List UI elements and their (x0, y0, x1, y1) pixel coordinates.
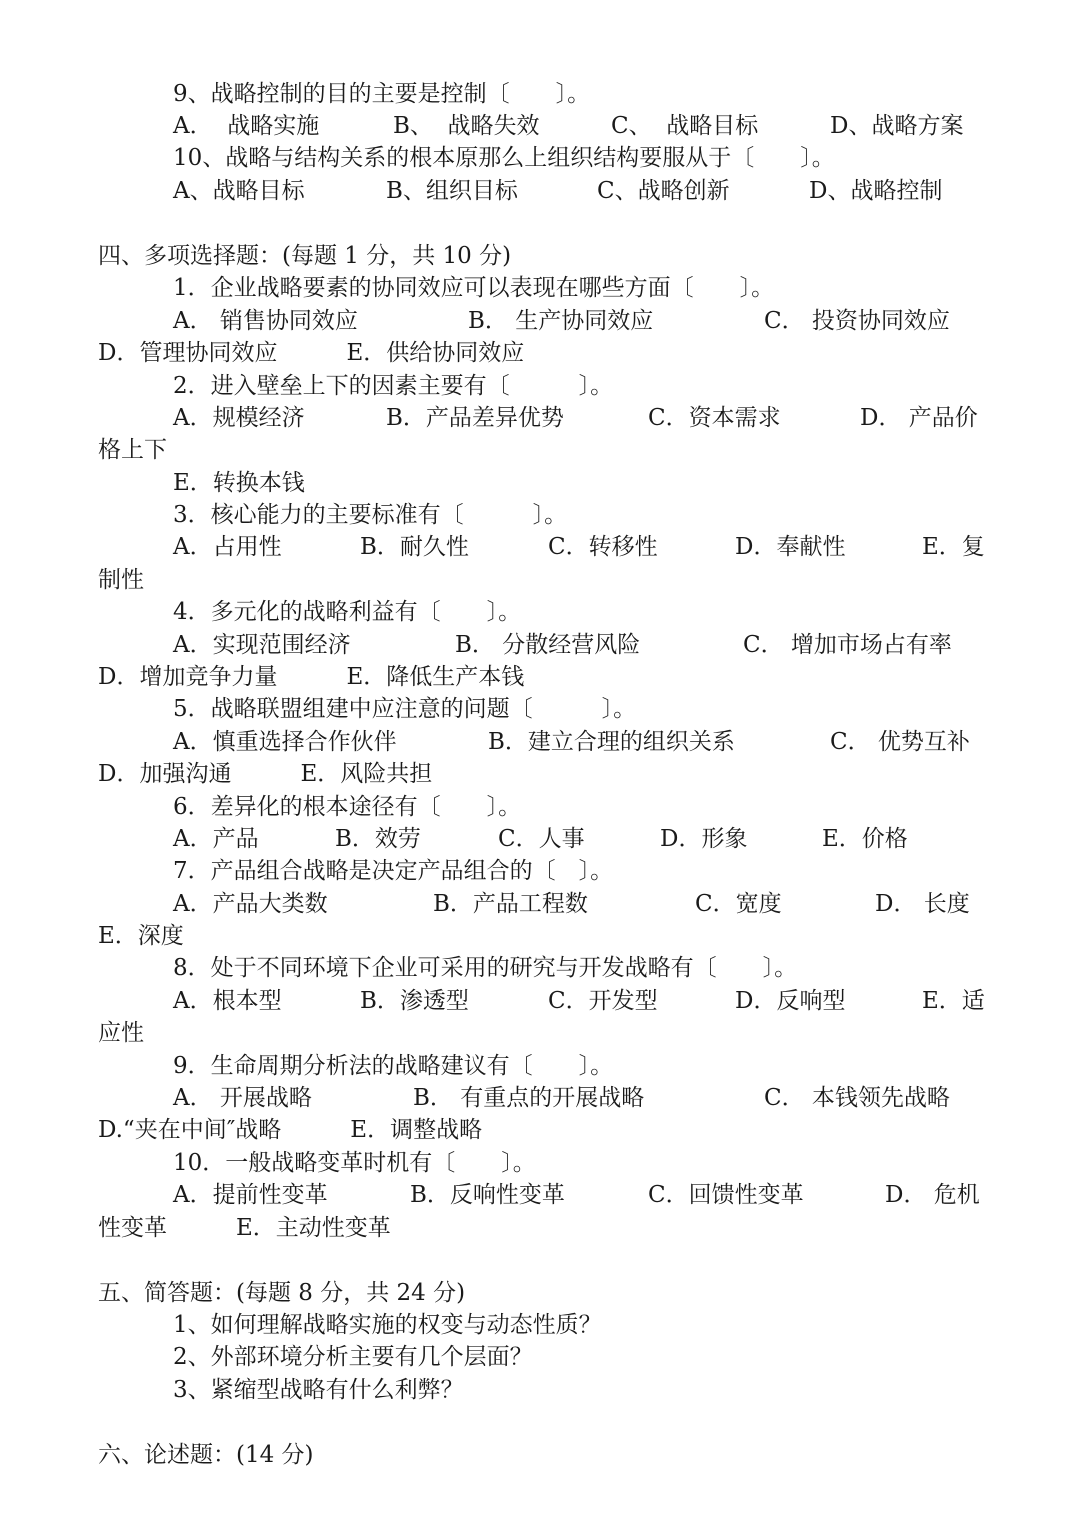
mc-question-5-options (98, 726, 988, 758)
option-a: A．规模经济 (173, 405, 305, 431)
mc-question-8: 8．处于不同环境下企业可采用的研究与开发战略有〔 〕。 (173, 955, 798, 981)
mc-question-8-options (98, 985, 988, 1017)
mc-question-9: 9．生命周期分析法的战略建议有〔 〕。 (173, 1053, 614, 1079)
mc-question-10-options (98, 1179, 988, 1211)
mc-question-1: 1．企业战略要素的协同效应可以表现在哪些方面〔 〕。 (173, 275, 775, 301)
option-a: A．提前性变革 (173, 1182, 328, 1208)
option-b: B．渗透型 (360, 988, 469, 1014)
option-e: E．复 (922, 534, 985, 560)
mc-question-2-option-e: E．转换本钱 (173, 470, 305, 496)
question-10-options (98, 175, 988, 207)
option-e: E．适 (922, 988, 985, 1014)
option-b: B．产品工程数 (433, 891, 588, 917)
mc-question-3-wrap: 制性 (98, 567, 144, 593)
option-c: C．转移性 (548, 534, 658, 560)
mc-question-2: 2．进入壁垒上下的因素主要有〔 〕。 (173, 373, 614, 399)
option-b: B．反响性变革 (410, 1182, 565, 1208)
option-c: C． 本钱领先战略 (764, 1085, 950, 1111)
section-heading-short-answer: 五、简答题：(每题 8 分，共 24 分) (98, 1280, 466, 1306)
option-c: C．回馈性变革 (648, 1182, 804, 1208)
mc-question-7-options (98, 888, 988, 920)
option-d: D． 长度 (875, 891, 970, 917)
option-c: C．开发型 (548, 988, 658, 1014)
mc-question-6: 6．差异化的根本途径有〔 〕。 (173, 794, 522, 820)
mc-question-1-options (98, 305, 988, 337)
option-c: C、战略创新 (597, 178, 730, 204)
option-a: A．实现范围经济 (173, 632, 351, 658)
option-c: C．资本需求 (648, 405, 781, 431)
option-c: C．宽度 (695, 891, 782, 917)
option-a: A．产品大类数 (173, 891, 328, 917)
option-c: C． 投资协同效应 (764, 308, 950, 334)
mc-question-4: 4．多元化的战略利益有〔 〕。 (173, 599, 522, 625)
option-b: B．耐久性 (360, 534, 469, 560)
option-a: A．产品 (173, 826, 259, 852)
option-e: E．价格 (822, 826, 908, 852)
option-b: B．建立合理的组织关系 (488, 729, 735, 755)
option-d: D．反响型 (735, 988, 846, 1014)
option-b: B．效劳 (335, 826, 421, 852)
mc-question-4-options-cont: D．增加竞争力量 E．降低生产本钱 (98, 664, 525, 690)
mc-question-3-options (98, 531, 988, 563)
option-b: B、 战略失效 (393, 113, 540, 139)
mc-question-5: 5．战略联盟组建中应注意的问题〔 〕。 (173, 696, 637, 722)
option-a: A． 战略实施 (173, 113, 320, 139)
question-9-options (98, 110, 988, 142)
option-d: D．奉献性 (735, 534, 846, 560)
mc-question-10-options-cont: 性变革 E．主动性变革 (98, 1215, 391, 1241)
option-b: B．产品差异优势 (386, 405, 564, 431)
mc-question-6-options (98, 823, 988, 855)
mc-question-7: 7．产品组合战略是决定产品组合的〔 〕。 (173, 858, 614, 884)
option-a: A． 销售协同效应 (173, 308, 358, 334)
mc-question-8-wrap: 应性 (98, 1020, 144, 1046)
option-a: A．根本型 (173, 988, 282, 1014)
mc-question-9-options (98, 1082, 988, 1114)
option-c: C．人事 (498, 826, 585, 852)
sa-question-1: 1、如何理解战略实施的权变与动态性质？ (173, 1312, 602, 1338)
mc-question-10: 10．一般战略变革时机有〔 〕。 (173, 1150, 536, 1176)
option-b: B． 生产协同效应 (468, 308, 654, 334)
question-10: 10、战略与结构关系的根本原那么上组织结构要服从于〔 〕。 (173, 145, 835, 171)
option-b: B、组织目标 (386, 178, 518, 204)
option-d: D． 产品价 (860, 405, 978, 431)
mc-question-9-options-cont: D.“夹在中间″战略 E．调整战略 (98, 1117, 483, 1143)
sa-question-3: 3、紧缩型战略有什么利弊？ (173, 1377, 464, 1403)
option-b: B． 有重点的开展战略 (413, 1085, 645, 1111)
option-d: D． 危机 (885, 1182, 980, 1208)
sa-question-2: 2、外部环境分析主要有几个层面？ (173, 1344, 533, 1370)
mc-question-4-options (98, 629, 988, 661)
mc-question-7-option-e: E．深度 (98, 923, 184, 949)
option-c: C． 优势互补 (830, 729, 970, 755)
mc-question-2-options (98, 402, 988, 434)
section-heading-essay: 六、论述题：(14 分) (98, 1442, 314, 1468)
option-c: C、 战略目标 (611, 113, 759, 139)
option-a: A、战略目标 (173, 178, 305, 204)
mc-question-5-options-cont: D．加强沟通 E．风险共担 (98, 761, 433, 787)
section-heading-multiple-choice: 四、多项选择题：(每题 1 分，共 10 分) (98, 243, 512, 269)
option-b: B． 分散经营风险 (455, 632, 641, 658)
option-d: D．形象 (660, 826, 748, 852)
mc-question-1-options-cont: D．管理协同效应 E．供给协同效应 (98, 340, 525, 366)
mc-question-3: 3．核心能力的主要标准有〔 〕。 (173, 502, 568, 528)
option-c: C． 增加市场占有率 (743, 632, 952, 658)
option-a: A．慎重选择合作伙伴 (173, 729, 397, 755)
mc-question-2-wrap: 格上下 (98, 437, 167, 463)
question-9: 9、战略控制的目的主要是控制〔 〕。 (173, 81, 591, 107)
option-d: D、战略控制 (809, 178, 943, 204)
option-a: A． 开展战略 (173, 1085, 312, 1111)
option-a: A．占用性 (173, 534, 282, 560)
option-d: D、战略方案 (830, 113, 964, 139)
